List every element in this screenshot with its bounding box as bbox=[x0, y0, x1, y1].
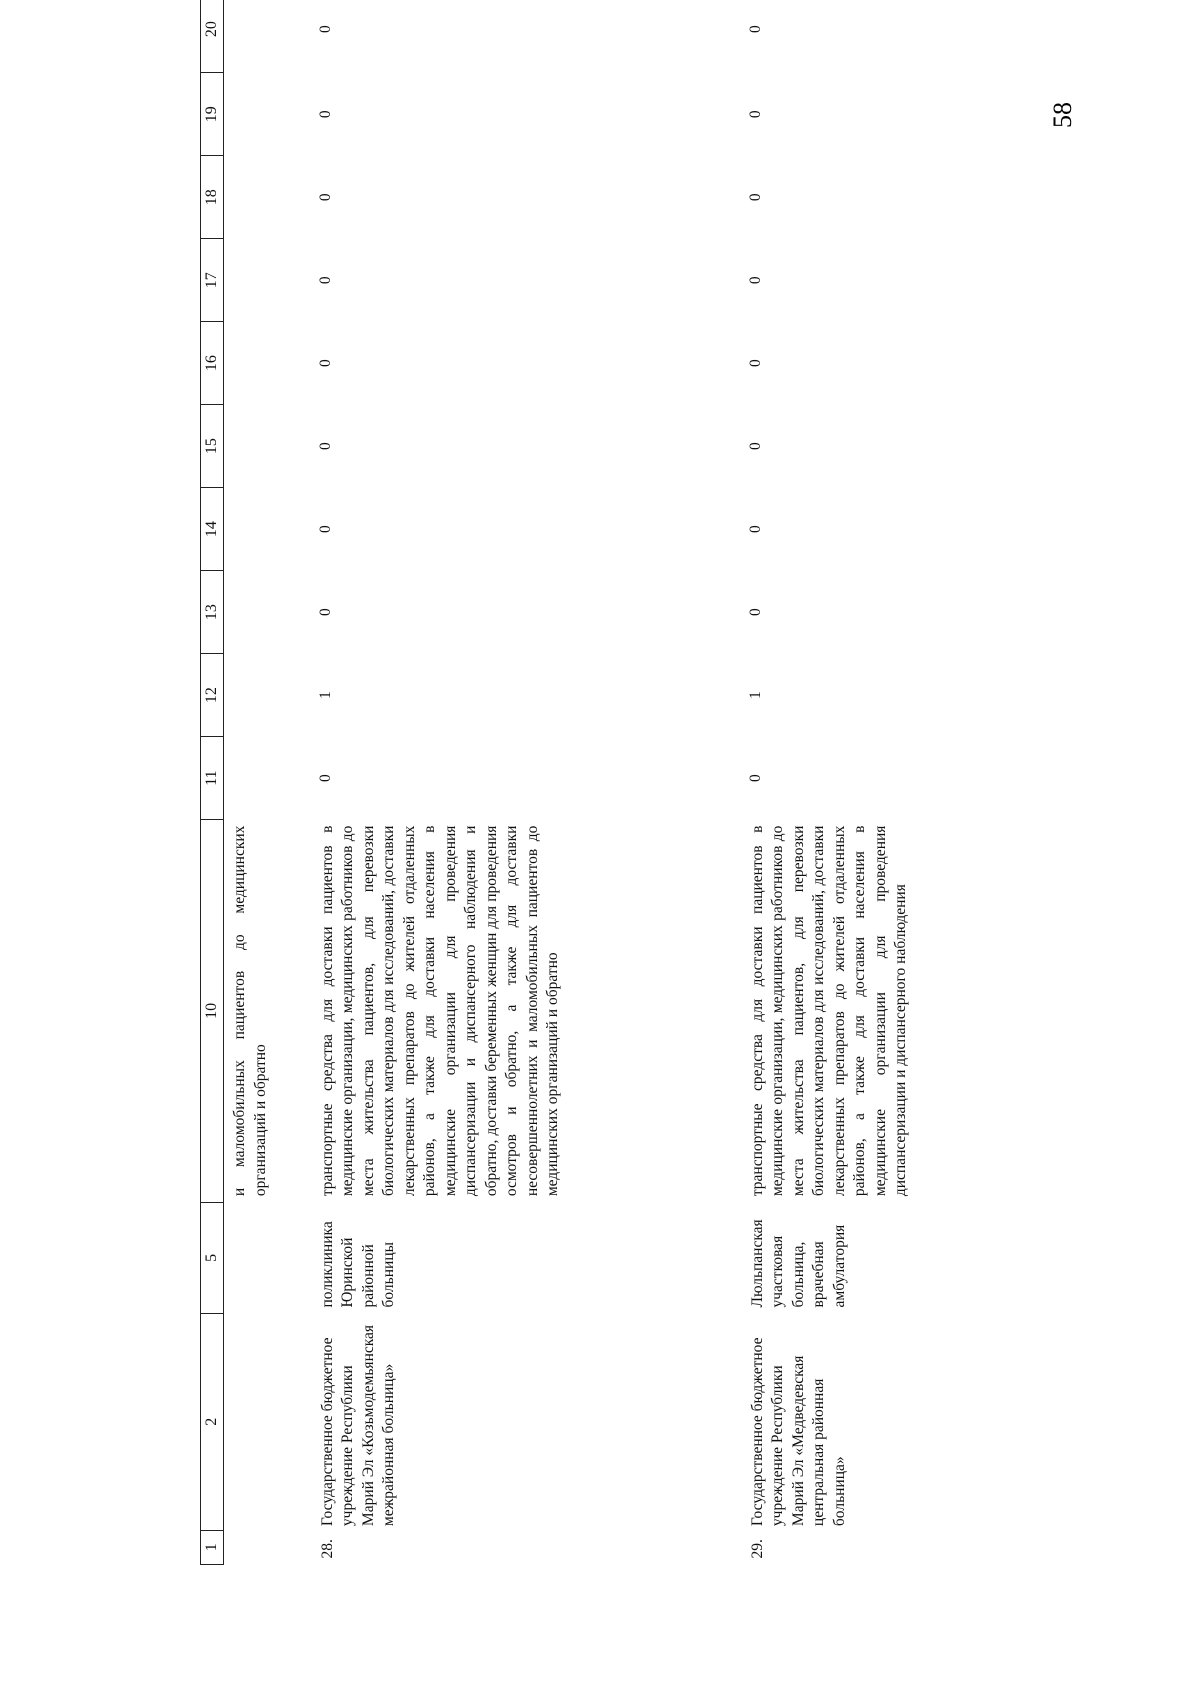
cell-value: 0 bbox=[746, 608, 764, 616]
cell-value: 0 bbox=[316, 359, 334, 368]
rotated-table-sheet bbox=[200, 0, 960, 1565]
column-header: 13 bbox=[201, 571, 224, 654]
cell-value: 0 bbox=[746, 25, 764, 33]
cell-value: 0 bbox=[746, 525, 764, 534]
page-number: 58 bbox=[1048, 102, 1077, 128]
column-header: 11 bbox=[201, 737, 224, 820]
cell-value: 0 bbox=[746, 110, 764, 119]
unit-name: поликлиника Юринской районной больницы bbox=[318, 1221, 397, 1308]
column-header: 19 bbox=[201, 73, 224, 156]
data-table bbox=[200, 0, 916, 1565]
column-header: 14 bbox=[201, 488, 224, 571]
column-header: 16 bbox=[201, 322, 224, 405]
cell-value: 0 bbox=[316, 525, 334, 534]
cell-value: 1 bbox=[746, 691, 764, 699]
header-row bbox=[201, 0, 224, 1565]
organization-name: Государственное бюджетное учреждение Республики Марий Эл «Козьмодемьянская межрайонная больница» bbox=[318, 1324, 397, 1527]
row-description: транспортные средства для доставки пациентов в медицинские организации, медицинских работников до места жительства пациентов, для перевозки биологических материалов для исследований, доставки лекарственных препаратов до жителей отдаленных районов, а также для доставки населения в медицинские организации для проведения диспансеризации и диспансерного наблюдения bbox=[748, 825, 909, 1197]
cell-value: 0 bbox=[746, 442, 764, 451]
table-row bbox=[742, 0, 916, 1565]
row-number: 29. bbox=[748, 1539, 766, 1559]
column-header: 18 bbox=[201, 156, 224, 239]
column-header: 10 bbox=[201, 820, 224, 1203]
cell-value: 0 bbox=[746, 359, 764, 368]
continuation-row bbox=[224, 0, 312, 1565]
cell-value: 0 bbox=[316, 25, 334, 33]
cell-value: 0 bbox=[746, 193, 764, 202]
cell-value: 0 bbox=[316, 110, 334, 119]
column-header: 12 bbox=[201, 654, 224, 737]
continuation-description: и маломобильных пациентов до медицинских организаций и обратно bbox=[231, 825, 269, 1197]
table-row bbox=[312, 0, 742, 1565]
cell-value: 0 bbox=[746, 276, 764, 285]
organization-name: Государственное бюджетное учреждение Республики Марий Эл «Медведевская центральная районная больница» bbox=[748, 1337, 848, 1527]
row-description: транспортные средства для доставки пациентов в медицинские организации, медицинских работников до места жительства пациентов, для перевозки биологических материалов для исследований, доставки лекарственных препаратов до жителей отдаленных районов, а также для доставки населения в медицинские организации для проведения диспансеризации и диспансерного наблюдения и обратно, доставки беременных женщин для проведения осмотров и обратно, а также для доставки несовершеннолетних и маломобильных пациентов до медицинских организаций и обратно bbox=[318, 825, 561, 1197]
column-header: 2 bbox=[201, 1314, 224, 1531]
cell-value: 0 bbox=[316, 442, 334, 451]
cell-value: 0 bbox=[316, 774, 334, 782]
row-number: 28. bbox=[318, 1539, 336, 1559]
cell-value: 0 bbox=[746, 774, 764, 782]
column-header: 20 bbox=[201, 0, 224, 73]
cell-value: 0 bbox=[316, 276, 334, 285]
column-header: 17 bbox=[201, 239, 224, 322]
cell-value: 1 bbox=[316, 691, 334, 699]
unit-name: Люльпанская участковая больница, врачебная амбулатория bbox=[748, 1219, 848, 1308]
cell-value: 0 bbox=[316, 193, 334, 202]
cell-value: 0 bbox=[316, 608, 334, 616]
column-header: 15 bbox=[201, 405, 224, 488]
column-header: 1 bbox=[201, 1530, 224, 1564]
column-header: 5 bbox=[201, 1202, 224, 1313]
